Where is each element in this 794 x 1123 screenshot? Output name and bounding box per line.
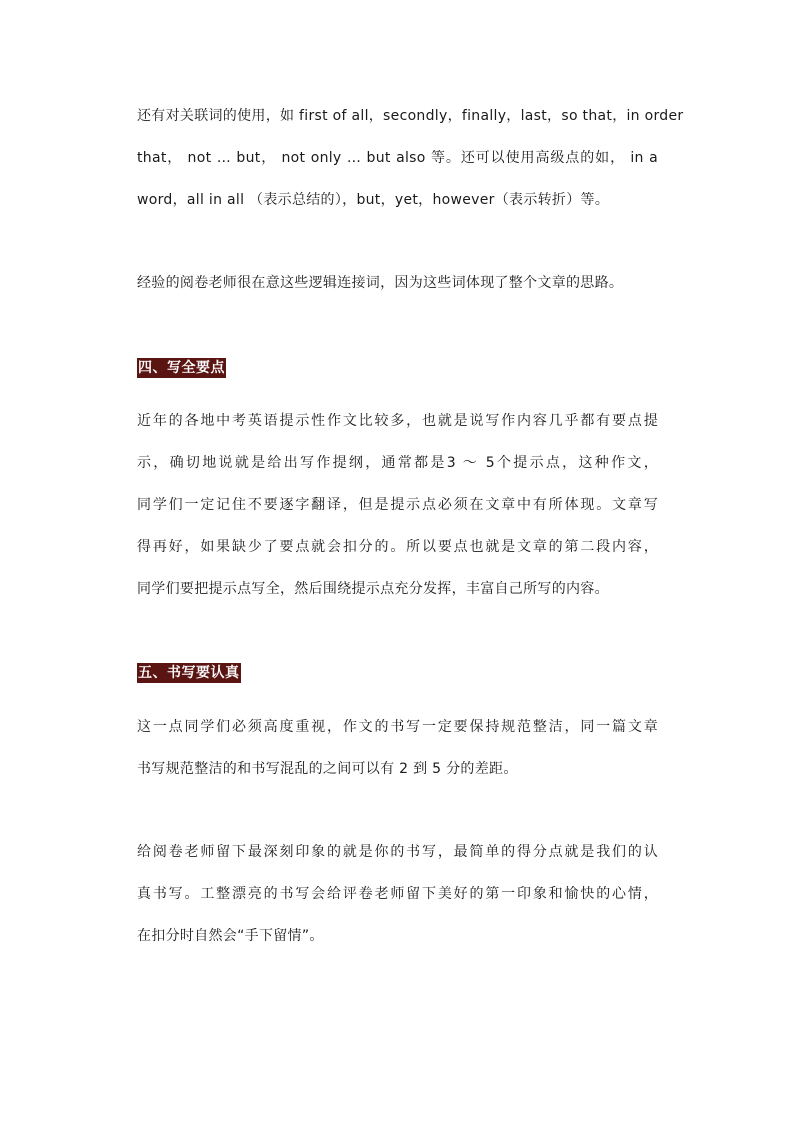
paragraph-handwriting: [137, 706, 658, 790]
text-line: that， not … but， not only … but also 等。还可以使用高级点的如， in a: [137, 150, 658, 166]
text-line: 经验的阅卷老师很在意这些逻辑连接词，因为这些词体现了整个文章的思路。: [137, 275, 624, 291]
text-line: 书写规范整洁的和书写混乱的之间可以有 2 到 5 分的差距。: [137, 761, 518, 777]
text-line: 还有对关联词的使用，如 first of all，secondly，finally，last，so that，in order: [137, 108, 684, 124]
text-line: 得再好，如果缺少了要点就会扣分的。所以要点也就是文章的第二段内容，: [137, 539, 658, 555]
heading-label: 五、书写要认真: [138, 665, 240, 681]
paragraph-impression: [137, 831, 658, 957]
text-line: 近年的各地中考英语提示性作文比较多，也就是说写作内容几乎都有要点提: [137, 413, 658, 429]
text-line: 同学们要把提示点写全，然后围绕提示点充分发挥，丰富自己所写的内容。: [137, 581, 609, 597]
paragraph-logic-words: [137, 262, 658, 304]
text-line: word，all in all （表示总结的），but，yet，however（表示转折）等。: [137, 192, 610, 208]
text-line: 给阅卷老师留下最深刻印象的就是你的书写，最简单的得分点就是我们的认: [137, 844, 658, 860]
paragraph-connectives: [137, 95, 684, 221]
text-line: 示，确切地说就是给出写作提纲，通常都是3 ～ 5个提示点，这种作文，: [137, 455, 658, 471]
heading-label: 四、写全要点: [138, 360, 225, 376]
text-line: 在扣分时自然会“手下留情”。: [137, 928, 324, 944]
paragraph-key-points: [137, 400, 658, 610]
text-line: 真书写。工整漂亮的书写会给评卷老师留下美好的第一印象和愉快的心情，: [137, 886, 658, 902]
text-line: 同学们一定记住不要逐字翻译，但是提示点必须在文章中有所体现。文章写: [137, 497, 658, 513]
section-heading-five: [137, 659, 241, 679]
text-line: 这一点同学们必须高度重视，作文的书写一定要保持规范整洁，同一篇文章: [137, 719, 658, 735]
section-heading-four: [137, 354, 226, 374]
